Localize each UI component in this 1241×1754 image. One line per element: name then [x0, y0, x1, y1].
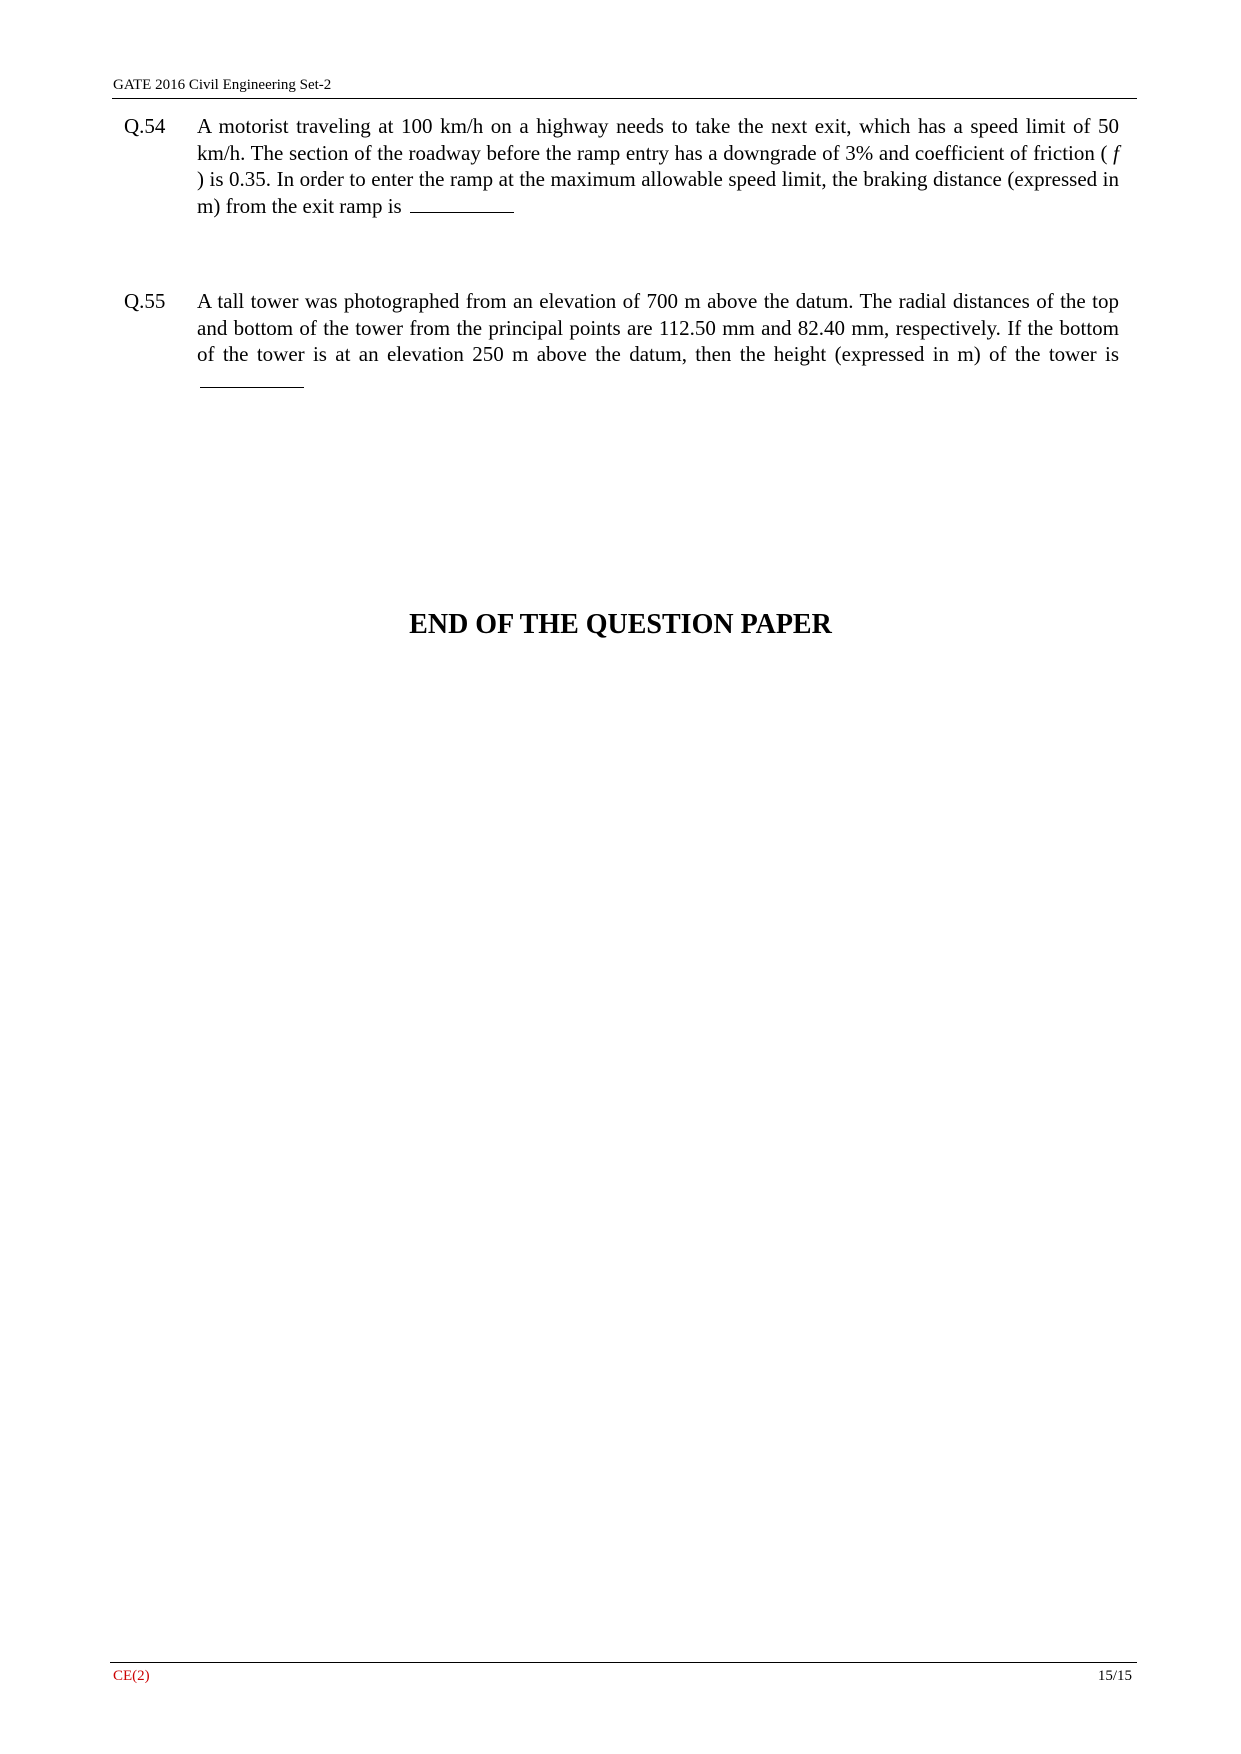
end-of-paper-title: END OF THE QUESTION PAPER	[409, 609, 832, 640]
question-text-part: A tall tower was photographed from an elevation of 700 m above the datum. The radial distances of the top and bottom of the tower from the principal points are 112.50 mm and 82.40 mm, respectively. If the bottom of the tower is at an elevation 250 m above the datum, then the height (expressed in m) of the tower is	[197, 289, 1119, 366]
footer-paper-code: CE(2)	[113, 1668, 150, 1684]
footer-divider	[110, 1662, 1137, 1663]
answer-blank	[410, 193, 514, 213]
question-text-part: ) is 0.35. In order to enter the ramp at the maximum allowable speed limit, the braking distance (expressed in m) from the exit ramp is	[197, 167, 1119, 218]
question-text-part: A motorist traveling at 100 km/h on a highway needs to take the next exit, which has a speed limit of 50 km/h. The section of the roadway before the ramp entry has a downgrade of 3% and coefficient of friction (	[197, 114, 1119, 165]
question-number: Q.55	[124, 289, 166, 313]
friction-variable: f	[1113, 140, 1119, 165]
question-text	[197, 113, 1119, 219]
answer-blank	[200, 368, 304, 388]
footer-page-number: 15/15	[1097, 1668, 1132, 1684]
header-title: GATE 2016 Civil Engineering Set-2	[113, 77, 332, 93]
question-text	[197, 288, 1119, 394]
question-number: Q.54	[124, 114, 166, 138]
page-header	[112, 74, 1137, 99]
